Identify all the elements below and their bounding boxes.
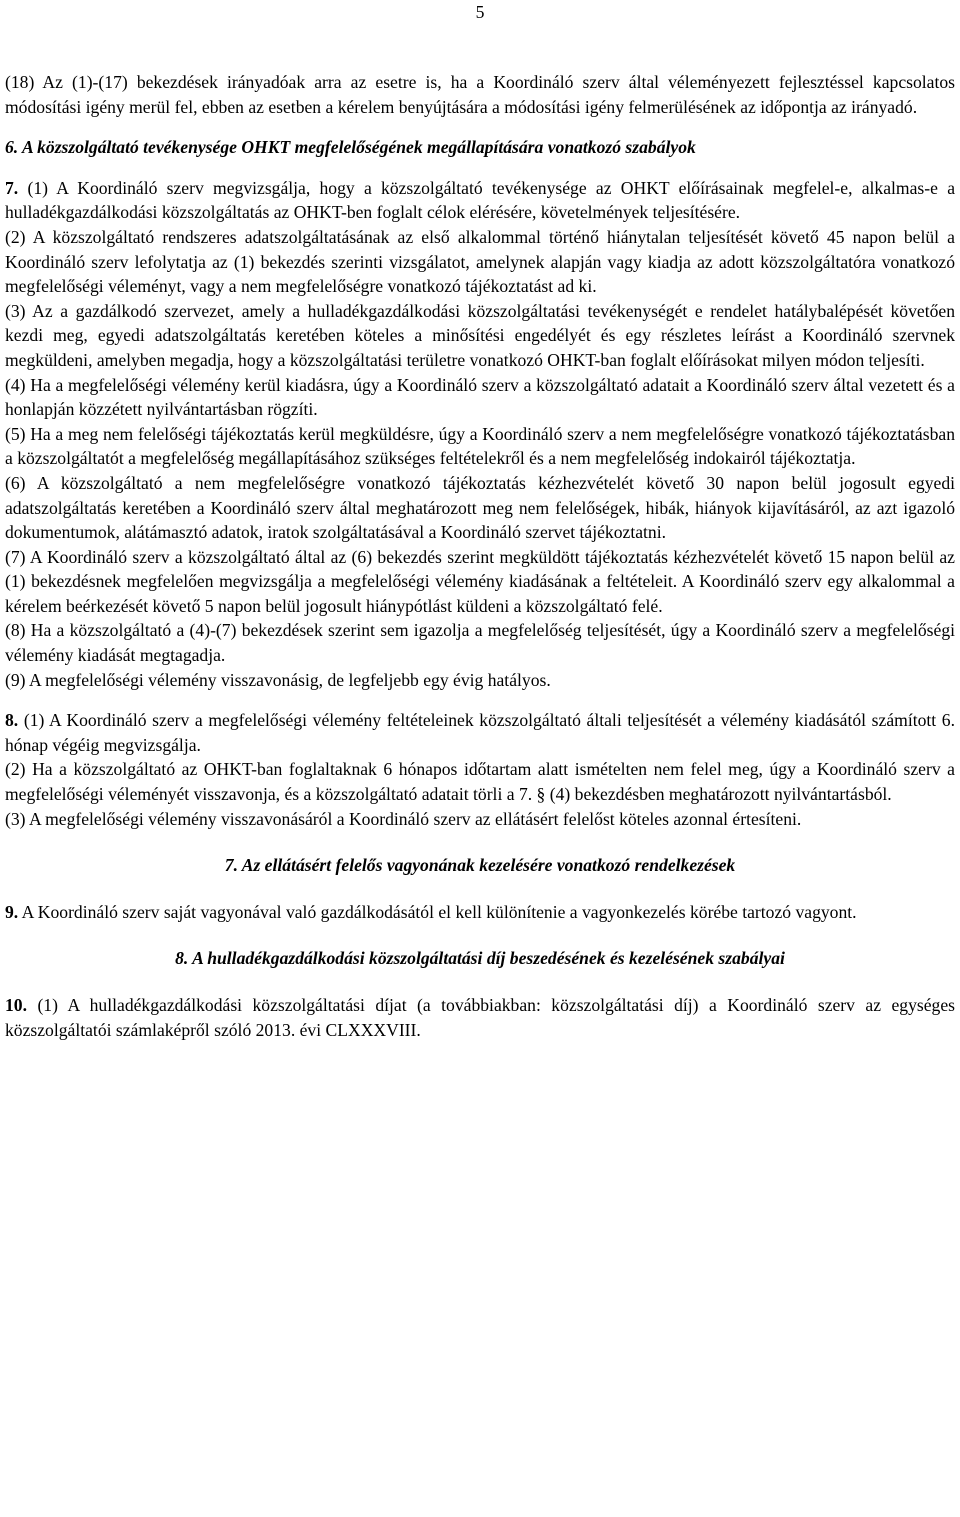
page-number: 5 [475,2,485,22]
section-number-7: 7. [5,177,19,198]
section-7-paragraph-9: (9) A megfelelőségi vélemény visszavonásig, de legfeljebb egy évig hatályos. [5,669,551,690]
paragraph-6-18: (18) Az (1)-(17) bekezdések irányadóak arra az esetre is, ha a Koordináló szerv által véleményezett fejlesztéssel kapcsolatos módosítási igény merül fel, ebben az esetben a kérelem benyújtására a módosítási igény felmerülésének az időpontja az irányadó. [5,72,955,117]
section-10-paragraph-1 [5,993,955,1042]
section-7-paragraph-7: (7) A Koordináló szerv a közszolgáltató által az (6) bekezdés szerint megküldött tájékoztatás kézhezvételét követő 15 napon belül az (1) bekezdésnek megfelelően megvizsgálja a megfelelőségi vélemény kiadásának a feltételeit. A Koordináló szerv egy alkalommal a kérelem beérkezését követő 5 napon belül jogosult hiánypótlást küldeni a közszolgáltató felé. [5,546,955,616]
section-7-paragraph-1-text: (1) A Koordináló szerv megvizsgálja, hogy a közszolgáltató tevékenysége az OHKT előírásainak megfelel-e, alkalmas-e a hulladékgazdálkodási közszolgáltatás az OHKT-ben foglalt célok elérésére, követelmények teljesítésére. [5,177,955,223]
section-7-paragraph-3: (3) Az a gazdálkodó szervezet, amely a hulladékgazdálkodási közszolgáltatási tevékenységét e rendelet hatálybalépését követően kezdi meg, egyedi adatszolgáltatás keretében köteles a minősítési engedélyét és egy részletes leírást a Koordináló szervnek megküldeni, amelyben megadja, hogy a közszolgáltatási területre vonatkozó OHKT-ban foglalt előírásokat milyen módon teljesíti. [5,300,955,370]
section-7-paragraph-5: (5) Ha a meg nem felelőségi tájékoztatás kerül megküldésre, úgy a Koordináló szerv a nem megfelelőségre vonatkozó tájékoztatásban a közszolgáltatót a megfelelőség megállapításához szükséges feltételekről és a nem megfelelőség indokairól tájékoztatja. [5,423,955,469]
section-number-9: 9. [5,901,19,922]
chapter-heading-6: 6. A közszolgáltató tevékenysége OHKT megfelelőségének megállapítására vonatkozó szabályok [5,137,696,158]
chapter-heading-7: 7. Az ellátásért felelős vagyonának kezelésére vonatkozó rendelkezések [224,855,736,876]
section-9-paragraph-1-text: A Koordináló szerv saját vagyonával való gazdálkodásától el kell különítenie a vagyonkezelés körébe tartozó vagyont. [18,901,857,922]
section-7-paragraph-2: (2) A közszolgáltató rendszeres adatszolgáltatásának az első alkalommal történő hiánytalan teljesítését követő 45 napon belül a Koordináló szerv lefolytatja az (1) bekezdés szerinti vizsgálatot, amelynek alapján vagy kiadja az adott közszolgáltatóra vonatkozó megfelelőségi véleményt, vagy a nem megfelelőségre vonatkozó tájékoztatást ad ki. [5,226,955,297]
section-8-paragraph-2: (2) Ha a közszolgáltató az OHKT-ban foglaltaknak 6 hónapos időtartam alatt ismételten nem felel meg, úgy a Koordináló szerv a megfelelőségi véleményét visszavonja, és a közszolgáltató adatait törli a 7. § (4) bekezdésben meghatározott nyilvántartásból. [5,759,955,805]
chapter-heading-8: 8. A hulladékgazdálkodási közszolgáltatási díj beszedésének és kezelésének szabályai [175,948,785,969]
section-number-10: 10. [5,995,27,1015]
section-8-paragraph-3: (3) A megfelelőségi vélemény visszavonásáról a Koordináló szerv az ellátásért felelőst köteles azonnal értesíteni. [5,808,802,829]
section-9-paragraph-1 [5,900,955,925]
section-7-paragraph-4: (4) Ha a megfelelőségi vélemény kerül kiadásra, úgy a Koordináló szerv a közszolgáltató adatait a Koordináló szerv által vezetett és a honlapján közzétett nyilvántartásban rögzíti. [5,374,955,420]
section-number-8: 8. [5,710,19,731]
section-8-paragraph-1-text: (1) A Koordináló szerv a megfelelőségi vélemény feltételeinek közszolgáltató általi teljesítését a vélemény kiadásától számított 6. hónap végéig megvizsgálja. [5,710,955,755]
section-7-paragraph-6: (6) A közszolgáltató a nem megfelelőségre vonatkozó tájékoztatás kézhezvételét követő 30 napon belül jogosult egyedi adatszolgáltatás keretében a Koordináló szerv által meghatározott meg nem felelőségek, hibák, hiányok kijavításáról, az azt igazoló dokumentumok, alátámasztó adatok, iratok szolgáltatásával a Koordináló szervet tájékoztatni. [5,472,955,543]
section-8-paragraph-1 [5,708,955,757]
section-10-paragraph-1-text: (1) A hulladékgazdálkodási közszolgáltatási díjat (a továbbiakban: közszolgáltatási díj) a Koordináló szerv az egységes közszolgáltatói számlaképről szóló 2013. évi CLXXXVIII. [5,995,955,1040]
document-body [5,70,955,1042]
section-7-paragraph-1 [5,176,955,225]
section-7-paragraph-8: (8) Ha a közszolgáltató a (4)-(7) bekezdések szerint sem igazolja a megfelelőség teljesítését, úgy a Koordináló szerv a megfelelőségi vélemény kiadását megtagadja. [5,620,955,666]
